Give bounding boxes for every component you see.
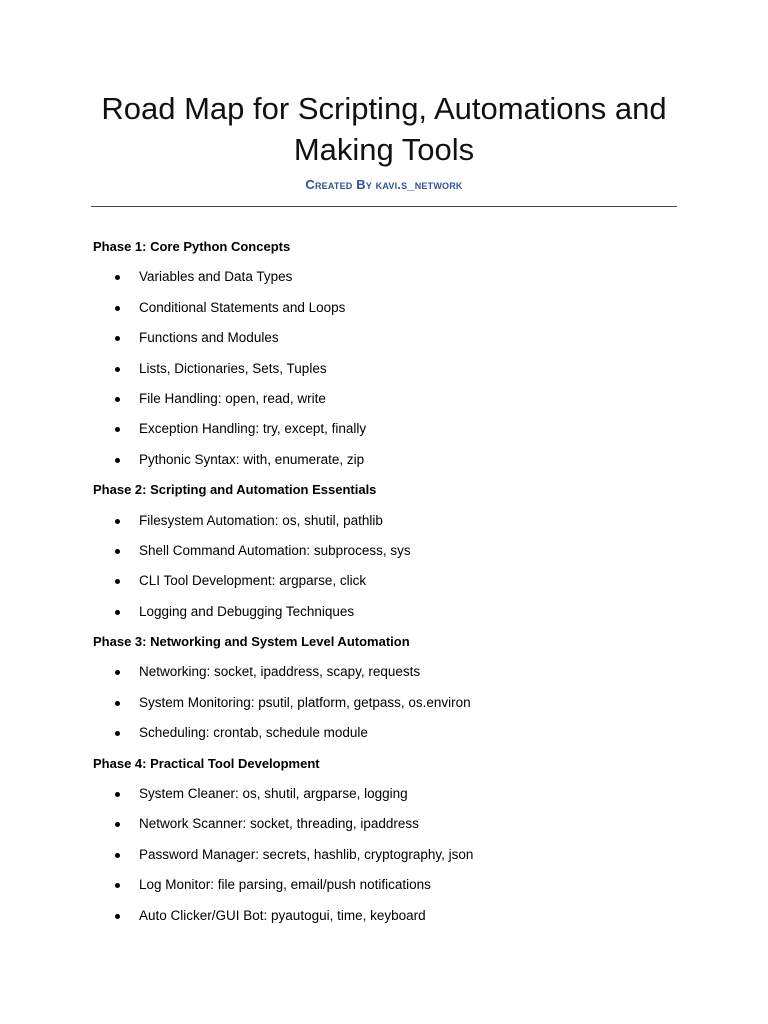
document-title: Road Map for Scripting, Automations and Making Tools [101,91,667,167]
list-item [93,419,693,449]
document-subtitle [0,177,768,192]
phase-heading: Phase 4: Practical Tool Development [93,755,320,771]
list-item [93,267,693,297]
list-item-text: Network Scanner: socket, threading, ipaddress [139,816,419,832]
phase-item-list [93,784,693,936]
list-item-text: System Cleaner: os, shutil, argparse, logging [139,786,408,802]
bullet-icon [115,883,120,888]
phase-item-list [93,267,693,480]
bullet-icon [115,822,120,827]
list-item-text: Password Manager: secrets, hashlib, cryptography, json [139,846,474,862]
bullet-icon [115,427,120,432]
bullet-icon [115,519,120,524]
list-item-text: Filesystem Automation: os, shutil, pathlib [139,512,383,528]
list-item [93,541,693,571]
phase-section [93,754,693,936]
bullet-icon [115,367,120,372]
list-item [93,662,693,692]
bullet-icon [115,579,120,584]
list-item [93,814,693,844]
list-item-text: Lists, Dictionaries, Sets, Tuples [139,360,327,376]
roadmap-content [93,237,693,936]
phase-item-list [93,511,693,633]
list-item [93,571,693,601]
list-item [93,845,693,875]
author-name: kavi.s_network [375,177,463,192]
list-item [93,723,693,753]
list-item [93,602,693,632]
list-item [93,450,693,480]
bullet-icon [115,397,120,402]
bullet-icon [115,731,120,736]
bullet-icon [115,610,120,615]
created-by-label: Created By [305,177,373,192]
bullet-icon [115,914,120,919]
bullet-icon [115,670,120,675]
list-item-text: System Monitoring: psutil, platform, getpass, os.environ [139,694,471,710]
phase-section [93,632,693,754]
list-item-text: Pythonic Syntax: with, enumerate, zip [139,451,365,467]
list-item-text: Log Monitor: file parsing, email/push notifications [139,877,431,893]
bullet-icon [115,792,120,797]
list-item-text: Auto Clicker/GUI Bot: pyautogui, time, keyboard [139,907,426,923]
bullet-icon [115,336,120,341]
list-item [93,906,693,936]
list-item [93,298,693,328]
phase-section [93,480,693,632]
list-item-text: Exception Handling: try, except, finally [139,421,367,437]
list-item-text: Functions and Modules [139,330,279,346]
bullet-icon [115,275,120,280]
phase-heading: Phase 1: Core Python Concepts [93,239,291,254]
list-item [93,693,693,723]
phase-item-list [93,662,693,753]
title-divider [91,206,677,207]
list-item [93,359,693,389]
bullet-icon [115,701,120,706]
list-item-text: Shell Command Automation: subprocess, sys [139,542,411,558]
phase-heading: Phase 3: Networking and System Level Automation [93,634,410,650]
bullet-icon [115,549,120,554]
list-item-text: Networking: socket, ipaddress, scapy, requests [139,664,421,680]
phase-section [93,237,693,480]
list-item-text: File Handling: open, read, write [139,390,326,406]
list-item-text: Variables and Data Types [139,269,293,285]
bullet-icon [115,306,120,311]
list-item-text: Conditional Statements and Loops [139,299,346,315]
list-item-text: Scheduling: crontab, schedule module [139,725,368,741]
list-item [93,389,693,419]
list-item [93,784,693,814]
list-item [93,328,693,358]
list-item [93,511,693,541]
list-item-text: Logging and Debugging Techniques [139,603,355,619]
list-item [93,875,693,905]
phase-heading: Phase 2: Scripting and Automation Essentials [93,482,377,498]
list-item-text: CLI Tool Development: argparse, click [139,573,367,589]
bullet-icon [115,853,120,858]
bullet-icon [115,458,120,463]
